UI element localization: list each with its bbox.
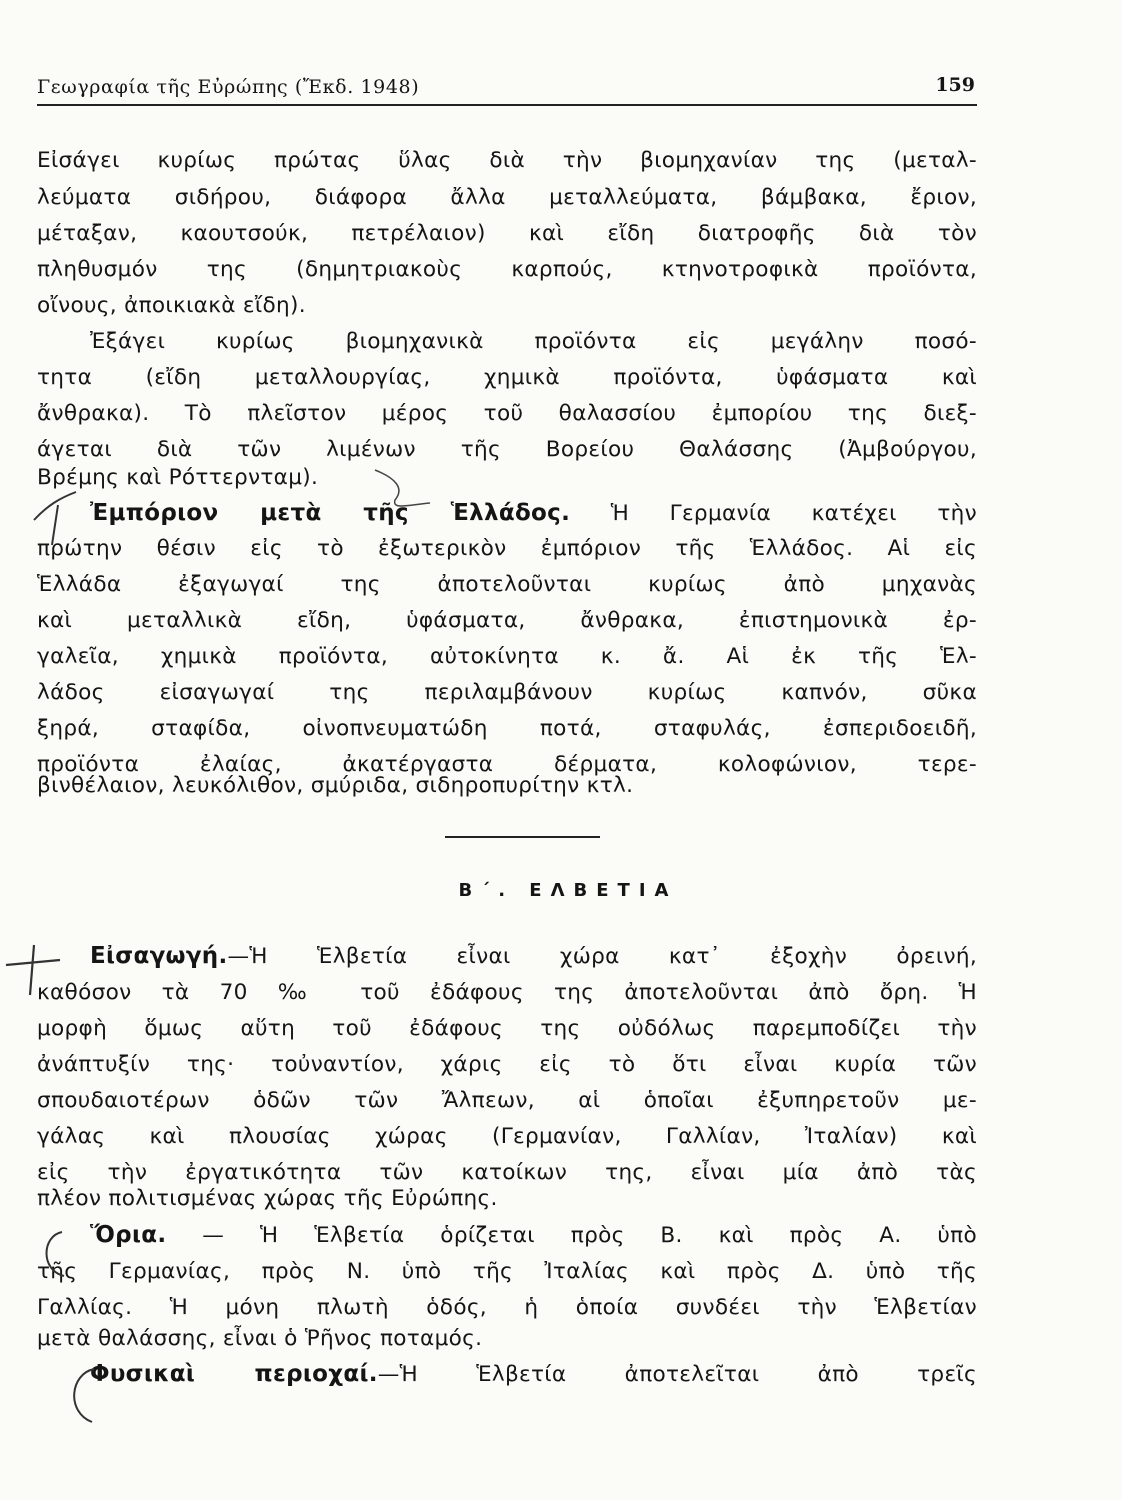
text-line: ἀνάπτυξίν της· τοὐναντίον, χάρις εἰς τὸ ὅτι εἶναι κυρία τῶν (37, 1052, 977, 1077)
section-divider (445, 836, 600, 838)
text-line: εἰς τὴν ἐργατικότητα τῶν κατοίκων της, εἶναι μία ἀπὸ τὰς (37, 1160, 977, 1185)
text-line: Γαλλίας. Ἡ μόνη πλωτὴ ὁδός, ἡ ὁποία συνδέει τὴν Ἑλβετίαν (37, 1295, 977, 1320)
intro-first-line-text: —Ἡ Ἑλβετία εἶναι χώρα κατ᾽ ἐξοχὴν ὀρεινή, (227, 944, 977, 969)
regions-first-line-text: —Ἡ Ἑλβετία ἀποτελεῖται ἀπὸ τρεῖς (377, 1362, 977, 1387)
text-line: πλέον πολιτισμένας χώρας τῆς Εὐρώπης. (37, 1186, 498, 1211)
plus-mark (6, 960, 60, 965)
margin-stroke-mark (34, 492, 76, 520)
intro-first-line (90, 940, 977, 973)
header-title: Γεωγραφία τῆς Εὐρώπης (Ἔκδ. 1948) (37, 76, 420, 98)
page-number: 159 (935, 74, 975, 96)
text-line: μέταξαν, καουτσούκ, πετρέλαιον) καὶ εἴδη διατροφῆς διὰ τὸν (37, 221, 977, 246)
text-line: προϊόντα ἐλαίας, ἀκατέργαστα δέρματα, κολοφώνιον, τερε- (37, 752, 977, 777)
regions-heading: Φυσικαὶ περιοχαί. (90, 1361, 378, 1387)
text-line: τητα (εἴδη μεταλλουργίας, χημικὰ προϊόντα, ὑφάσματα καὶ (37, 365, 977, 390)
section-title: Β΄. ΕΛΒΕΤΙΑ (458, 880, 678, 901)
borders-heading: Ὅρια. (90, 1222, 167, 1248)
borders-first-line (90, 1219, 977, 1252)
text-line: πληθυσμόν της (δημητριακοὺς καρπούς, κτηνοτροφικὰ προϊόντα, (37, 257, 977, 282)
text-line: Ἐξάγει κυρίως βιομηχανικὰ προϊόντα εἰς μεγάλην ποσό- (90, 329, 977, 354)
running-header (37, 74, 977, 106)
trade-first-line (90, 497, 977, 530)
text-line: καὶ μεταλλικὰ εἴδη, ὑφάσματα, ἄνθρακα, ἐπιστημονικὰ ἐρ- (37, 608, 977, 633)
text-line: πρώτην θέσιν εἰς τὸ ἐξωτερικὸν ἐμπόριον τῆς Ἑλλάδος. Αἱ εἰς (37, 536, 977, 561)
text-line: καθόσον τὰ 70 ‰ τοῦ ἐδάφους της ἀποτελοῦνται ἀπὸ ὄρη. Ἡ (37, 980, 977, 1005)
text-line: μορφὴ ὅμως αὕτη τοῦ ἐδάφους της οὐδόλως παρεμποδίζει τὴν (37, 1016, 977, 1041)
text-line: ἄνθρακα). Τὸ πλεῖστον μέρος τοῦ θαλασσίου ἐμπορίου της διεξ- (37, 401, 977, 426)
intro-heading: Εἰσαγωγή. (90, 943, 228, 969)
text-line: λεύματα σιδήρου, διάφορα ἄλλα μεταλλεύματα, βάμβακα, ἔριον, (37, 185, 977, 210)
text-line: τῆς Γερμανίας, πρὸς Ν. ὑπὸ τῆς Ἰταλίας καὶ πρὸς Δ. ὑπὸ τῆς (37, 1259, 977, 1284)
regions-first-line (90, 1358, 977, 1391)
text-line: μετὰ θαλάσσης, εἶναι ὁ Ῥῆνος ποταμός. (37, 1326, 483, 1351)
text-line: σπουδαιοτέρων ὁδῶν τῶν Ἄλπεων, αἱ ὁποῖαι ἐξυπηρετοῦν με- (37, 1088, 977, 1113)
text-line: γάλας καὶ πλουσίας χώρας (Γερμανίαν, Γαλλίαν, Ἰταλίαν) καὶ (37, 1124, 977, 1149)
text-line: λάδος εἰσαγωγαί της περιλαμβάνουν κυρίως καπνόν, σῦκα (37, 680, 977, 705)
text-line: οἴνους, ἀποικιακὰ εἴδη). (37, 293, 306, 318)
text-line: άγεται διὰ τῶν λιμένων τῆς Βορείου Θαλάσσης (Ἀμβούργου, (37, 437, 977, 462)
text-line: Ἑλλάδα ἐξαγωγαί της ἀποτελοῦνται κυρίως ἀπὸ μηχανὰς (37, 572, 977, 597)
plus-mark-vertical (30, 945, 34, 995)
text-line: γαλεῖα, χημικὰ προϊόντα, αὐτοκίνητα κ. ἄ. Αἱ ἐκ τῆς Ἑλ- (37, 644, 977, 669)
text-line: Εἰσάγει κυρίως πρώτας ὕλας διὰ τὴν βιομηχανίαν της (μεταλ- (37, 148, 977, 173)
trade-heading: Ἐμπόριον μετὰ τῆς Ἑλλάδος. (90, 500, 571, 526)
borders-first-line-text: — Ἡ Ἑλβετία ὁρίζεται πρὸς Β. καὶ πρὸς Α. ὑπὸ (166, 1223, 977, 1248)
text-line: βινθέλαιον, λευκόλιθον, σμύριδα, σιδηροπυρίτην κτλ. (37, 773, 634, 798)
text-line: Βρέμης καὶ Ρόττερνταμ). (37, 465, 319, 490)
trade-first-line-text: Ἡ Γερμανία κατέχει τὴν (570, 501, 978, 526)
text-line: ξηρά, σταφίδα, οἰνοπνευματώδη ποτά, σταφυλάς, ἐσπεριδοειδῆ, (37, 716, 977, 741)
